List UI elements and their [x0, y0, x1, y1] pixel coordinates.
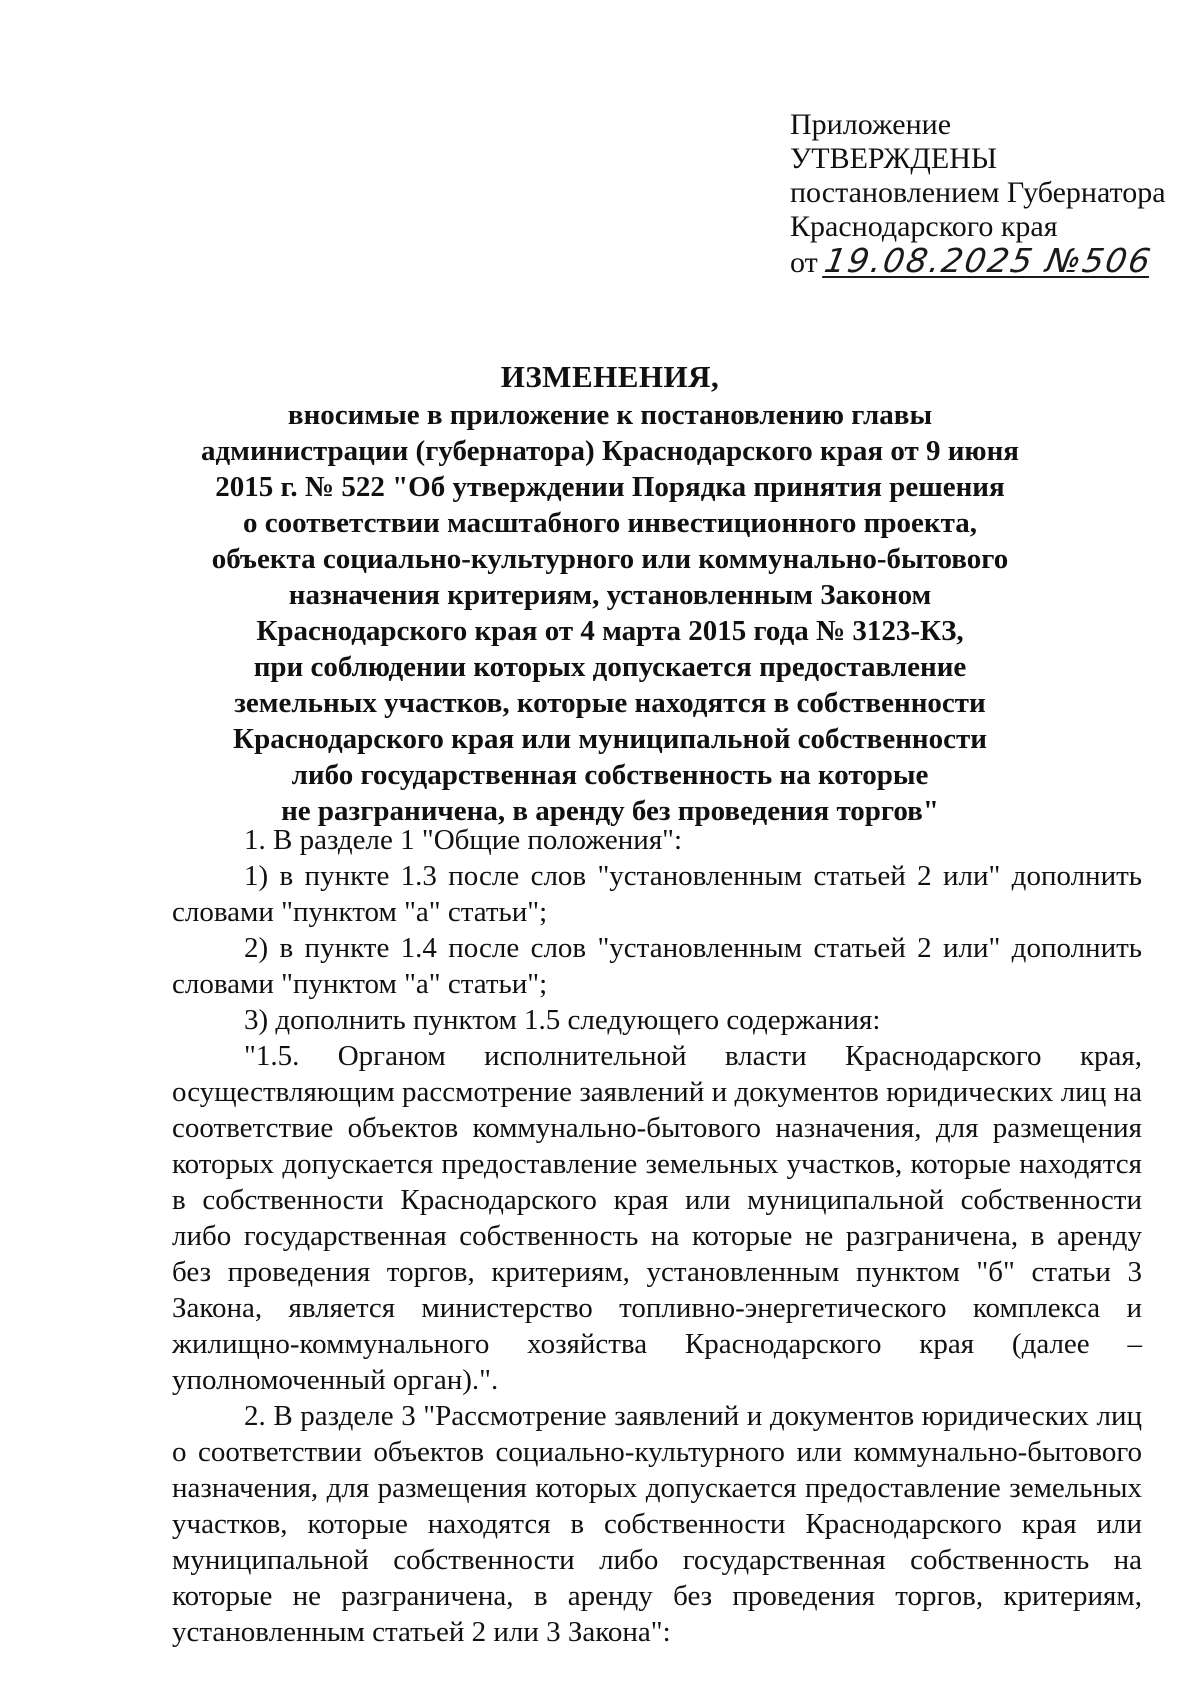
body-paragraph: 3) дополнить пунктом 1.5 следующего содержания: — [244, 1004, 881, 1036]
heading-line: либо государственная собственность на которые — [291, 759, 929, 791]
heading-title: ИЗМЕНЕНИЯ, — [500, 359, 720, 394]
heading-line: назначения критериям, установленным Законом — [288, 579, 932, 611]
heading-line: Краснодарского края от 4 марта 2015 года № 3123-КЗ, — [256, 615, 964, 647]
document-body — [172, 822, 1142, 1650]
approval-date-row — [790, 241, 1170, 280]
heading-line: о соответствии масштабного инвестиционного проекта, — [243, 507, 977, 539]
approval-block — [790, 108, 1170, 280]
body-paragraph: 2. В разделе 3 "Рассмотрение заявлений и документов юридических лиц о соответствии объектов социально-культурного или коммунально-бытового назначения, для размещения которых допускается предоставление земельных участков, которые находятся в собственности Краснодарского края или муниципальной собственности либо государственная собственность на которые не разграничена, в аренду без проведения торгов, критериям, установленным статьей 2 или 3 Закона": — [172, 1400, 1142, 1648]
heading-line: не разграничена, в аренду без проведения торгов" — [281, 795, 939, 827]
approval-line-3: Краснодарского края — [790, 210, 1058, 243]
body-paragraph: 1) в пункте 1.3 после слов "установленным статьей 2 или" дополнить словами "пунктом "а" статьи"; — [172, 860, 1142, 928]
handwritten-date-number: 19.08.2025 №506 — [821, 241, 1156, 280]
heading-line: 2015 г. № 522 "Об утверждении Порядка принятия решения — [215, 471, 1005, 503]
heading-line: при соблюдении которых допускается предоставление — [253, 651, 967, 683]
heading-line: объекта социально-культурного или коммунально-бытового — [211, 543, 1009, 575]
heading-line: вносимые в приложение к постановлению главы — [287, 399, 933, 431]
heading-line: Краснодарского края или муниципальной собственности — [233, 723, 987, 755]
approved-label: УТВЕРЖДЕНЫ — [790, 142, 998, 175]
document-heading — [190, 357, 1030, 829]
body-paragraph: "1.5. Органом исполнительной власти Краснодарского края, осуществляющим рассмотрение заявлений и документов юридических лиц на соответствие объектов коммунально-бытового назначения, для размещения которых допускается предоставление земельных участков, которые находятся в собственности Краснодарского края или муниципальной собственности либо государственная собственность на которые не разграничена, в аренду без проведения торгов, критериям, установленным пунктом "б" статьи 3 Закона, является министерство топливно-энергетического комплекса и жилищно-коммунального хозяйства Краснодарского края (далее – уполномоченный орган).". — [172, 1040, 1142, 1396]
approval-line-2: постановлением Губернатора — [790, 176, 1166, 209]
date-prefix: от — [790, 246, 818, 279]
heading-line: земельных участков, которые находятся в собственности — [234, 687, 986, 719]
body-paragraph: 1. В разделе 1 "Общие положения": — [244, 824, 683, 856]
appendix-label: Приложение — [790, 108, 952, 141]
heading-line: администрации (губернатора) Краснодарского края от 9 июня — [201, 435, 1019, 467]
body-paragraph: 2) в пункте 1.4 после слов "установленным статьей 2 или" дополнить словами "пунктом "а" статьи"; — [172, 932, 1142, 1000]
